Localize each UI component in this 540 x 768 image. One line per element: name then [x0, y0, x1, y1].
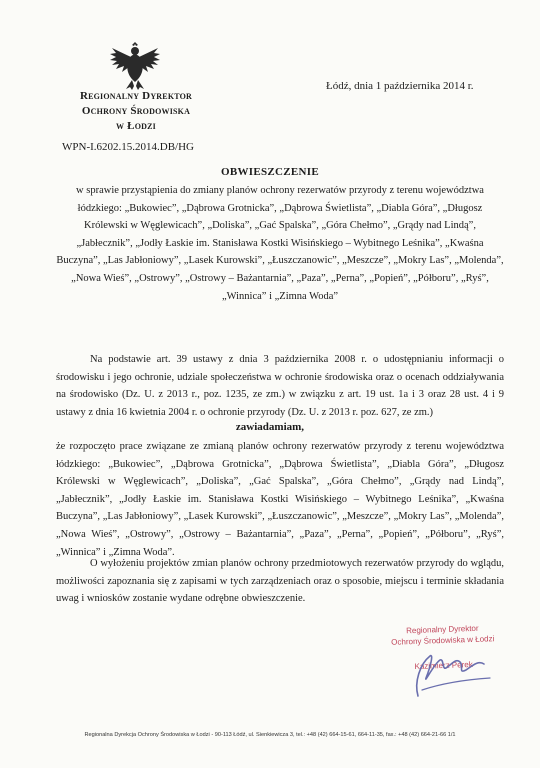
legal-basis-paragraph: Na podstawie art. 39 ustawy z dnia 3 października 2008 r. o udostępnianiu informacji o środowisku i jego ochronie, udziale społeczeństwa w ochronie środowiska oraz o ocenach oddziaływania na środowisko (Dz. U. z 2013 r., poz. 1235, ze zm.) w związku z art. 19 ust. 1a i 3 oraz 28 ust. 4 i 9 ustawy z dnia 16 kwietnia 2004 r. o ochronie przyrody (Dz. U. z 2013 r. poz. 627, ze zm.)	[56, 354, 504, 418]
authority-line-3: w Łodzi	[116, 120, 156, 132]
stamp-line-3: Kazimierz Perek	[414, 659, 473, 672]
issuing-authority	[56, 89, 216, 134]
authority-line-1: Regionalny Dyrektor	[79, 90, 193, 102]
document-date: Łódź, dnia 1 października 2014 r.	[326, 80, 474, 92]
announcement-heading: zawiadamiam,	[235, 421, 305, 433]
notice-subject: w sprawie przystąpienia do zmiany planów ochrony rezerwatów przyrody z terenu województwa łódzkiego: „Bukowiec”, „Dąbrowa Grotnicka”, „Dąbrowa Świetlista”, „Diabla Góra”, „Długosz Królewski w Węglewicach”, „Doliska”, „Gać Spalska”, „Góra Chełmo”, „Grądy nad Lindą”, „Jabłecznik”, „Jodły Łaskie im. Stanisława Kostki Wisińskiego – Wybitnego Leśnika”, „Kwaśna Buczyna”, „Las Jabłoniowy”, „Lasek Kurowski”, „Łuszczanowic”, „Meszcze”, „Mokry Las”, „Molenda”, „Nowa Wieś”, „Ostrowy”, „Ostrowy – Bażantarnia”, „Paza”, „Perna”, „Popień”, „Półboru”, „Ryś”, „Winnica” i „Zimna Woda”	[56, 185, 504, 302]
announcement-paragraph: że rozpoczęto prace związane ze zmianą planów ochrony rezerwatów przyrody z terenu województwa łódzkiego: „Bukowiec”, „Dąbrowa Grotnicka”, „Dąbrowa Świetlista”, „Diabla Góra”, „Długosz Królewski w Węglewicach”, „Doliska”, „Gać Spalska”, „Góra Chełmo”, „Grądy nad Lindą”, „Jabłecznik”, „Jodły Łaskie im. Stanisława Kostki Wisińskiego – Wybitnego Leśnika”, „Kwaśna Buczyna”, „Las Jabłoniowy”, „Lasek Kurowski”, „Łuszczanowic”, „Meszcze”, „Mokry Las”, „Molenda”, „Nowa Wieś”, „Ostrowy”, „Ostrowy – Bażantarnia”, „Paza”, „Perna”, „Popień”, „Półboru”, „Ryś”, „Winnica” i „Zimna Woda”.	[56, 441, 504, 558]
stamp-line-1: Regionalny Dyrektor	[405, 623, 479, 636]
eagle-emblem-icon	[108, 42, 162, 90]
handwritten-signature	[400, 634, 510, 704]
footer-address: Regionalna Dyrekcja Ochrony Środowiska w Łodzi - 90-113 Łódź, ul. Sienkiewicza 3, tel.: +48 (42) 664-15-61, 664-11-35, fax.: +48 (42) 664-21-66 1/1	[84, 732, 456, 738]
authority-line-2: Ochrony Środowiska	[81, 105, 191, 117]
reference-number: WPN-I.6202.15.2014.DB/HG	[62, 141, 194, 153]
stamp-line-2: Ochrony Środowiska w Łodzi	[391, 634, 495, 647]
notice-title: OBWIESZCZENIE	[220, 166, 320, 178]
closing-paragraph: O wyłożeniu projektów zmian planów ochrony przedmiotowych rezerwatów przyrody do wglądu, możliwości zapoznania się z zapisami w tych zarządzeniach oraz o sposobie, miejscu i terminie składania uwag i wniosków zostanie wydane odrębne obwieszczenie.	[56, 558, 504, 605]
